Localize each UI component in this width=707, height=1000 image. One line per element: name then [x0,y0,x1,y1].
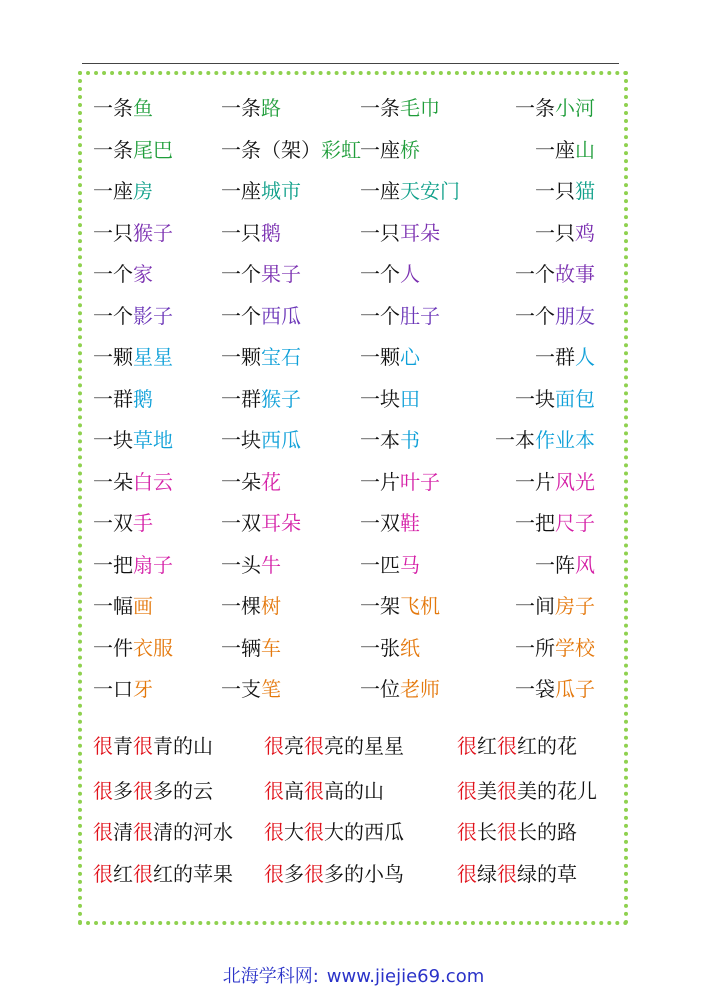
noun: 耳朵 [261,511,301,535]
measure-phrase [93,591,153,621]
hen-word: 很 [133,862,153,886]
hen-row [0,817,707,847]
measure-word: 一本 [360,428,400,452]
noun: 影子 [133,304,173,328]
measure-phrase [360,550,420,580]
noun: 鹅 [261,221,281,245]
measure-word: 一口 [93,677,133,701]
hen-word: 很 [264,862,284,886]
measure-word: 一袋 [515,677,555,701]
hen-word: 很 [304,862,324,886]
measure-phrase [535,176,595,206]
hen-word: 很 [264,734,284,758]
noun: 耳朵 [400,221,440,245]
hen-row [0,859,707,889]
measure-phrase [515,384,595,414]
measure-phrase [221,633,281,663]
measure-word: 一条 [515,96,555,120]
measure-phrase [93,467,173,497]
noun: 手 [133,511,153,535]
measure-phrase [221,342,301,372]
noun: 风 [575,553,595,577]
hen-phrase [264,859,404,889]
noun: 房 [133,179,153,203]
measure-row [0,384,707,414]
noun: 小河 [555,96,595,120]
measure-phrase [360,135,420,165]
measure-row [0,176,707,206]
measure-word: 一个 [515,304,555,328]
measure-word: 一把 [515,511,555,535]
hen-row [0,776,707,806]
measure-phrase [515,591,595,621]
measure-phrase [221,674,281,704]
hen-phrase [93,731,213,761]
hen-phrase [457,859,577,889]
measure-phrase [93,218,173,248]
hen-text: 青 [113,734,133,758]
measure-word: 一只 [221,221,261,245]
measure-phrase [221,301,301,331]
measure-phrase [360,467,440,497]
hen-word: 很 [133,734,153,758]
measure-word: 一颗 [221,345,261,369]
noun: 朋友 [555,304,595,328]
hen-phrase [457,817,577,847]
noun: 人 [575,345,595,369]
noun: 衣服 [133,636,173,660]
measure-word: 一个 [93,262,133,286]
measure-phrase [221,93,281,123]
measure-word: 一匹 [360,553,400,577]
measure-row [0,135,707,165]
top-rule [82,63,619,64]
hen-text: 美的花儿 [517,779,597,803]
measure-phrase [515,633,595,663]
measure-word: 一条 [221,96,261,120]
hen-phrase [457,776,597,806]
hen-phrase [93,776,213,806]
measure-phrase [360,508,420,538]
hen-text: 高 [284,779,304,803]
hen-phrase [457,731,577,761]
hen-word: 很 [497,779,517,803]
noun: 尾巴 [133,138,173,162]
measure-word: 一棵 [221,594,261,618]
hen-phrase [93,859,233,889]
measure-word: 一所 [515,636,555,660]
hen-text: 多 [113,779,133,803]
measure-word: 一条 [93,138,133,162]
hen-phrase [264,776,384,806]
measure-phrase [535,550,595,580]
measure-word: 一辆 [221,636,261,660]
noun: 果子 [261,262,301,286]
hen-row [0,731,707,761]
hen-word: 很 [497,734,517,758]
measure-row [0,633,707,663]
measure-phrase [360,259,420,289]
noun: 房子 [555,594,595,618]
measure-word: 一座 [535,138,575,162]
noun: 风光 [555,470,595,494]
noun: 扇子 [133,553,173,577]
measure-phrase [221,591,281,621]
noun: 作业本 [535,428,595,452]
measure-phrase [360,425,420,455]
measure-row [0,218,707,248]
measure-word: 一块 [515,387,555,411]
hen-text: 多的小鸟 [324,862,404,886]
measure-phrase [93,550,173,580]
measure-phrase [93,384,153,414]
measure-phrase [360,591,440,621]
measure-phrase [360,633,420,663]
hen-text: 高的山 [324,779,384,803]
measure-phrase [93,508,153,538]
measure-word: 一条（架） [221,138,321,162]
measure-phrase [360,218,440,248]
measure-row [0,674,707,704]
noun: 马 [400,553,420,577]
noun: 草地 [133,428,173,452]
hen-text: 大的西瓜 [324,820,404,844]
hen-text: 红 [113,862,133,886]
measure-phrase [495,425,595,455]
hen-text: 红的花 [517,734,577,758]
measure-word: 一片 [515,470,555,494]
hen-text: 绿 [477,862,497,886]
noun: 老师 [400,677,440,701]
hen-text: 亮 [284,734,304,758]
noun: 田 [400,387,420,411]
measure-word: 一架 [360,594,400,618]
measure-word: 一个 [221,262,261,286]
measure-phrase [93,93,153,123]
hen-word: 很 [93,862,113,886]
measure-word: 一座 [360,138,400,162]
measure-word: 一个 [360,262,400,286]
measure-word: 一只 [360,221,400,245]
measure-word: 一阵 [535,553,575,577]
measure-row [0,342,707,372]
hen-text: 多的云 [153,779,213,803]
measure-phrase [535,135,595,165]
hen-text: 青的山 [153,734,213,758]
measure-row [0,259,707,289]
measure-phrase [360,93,440,123]
measure-word: 一群 [93,387,133,411]
noun: 路 [261,96,281,120]
hen-word: 很 [497,820,517,844]
measure-phrase [221,384,301,414]
measure-word: 一颗 [93,345,133,369]
measure-phrase [535,218,595,248]
measure-word: 一个 [360,304,400,328]
noun: 鹅 [133,387,153,411]
measure-phrase [515,93,595,123]
hen-text: 亮的星星 [324,734,404,758]
noun: 人 [400,262,420,286]
hen-word: 很 [457,862,477,886]
hen-phrase [93,817,233,847]
noun: 白云 [133,470,173,494]
measure-word: 一群 [221,387,261,411]
hen-phrase [264,817,404,847]
measure-word: 一双 [360,511,400,535]
measure-phrase [93,342,173,372]
measure-word: 一块 [221,428,261,452]
noun: 心 [400,345,420,369]
noun: 家 [133,262,153,286]
measure-word: 一条 [93,96,133,120]
hen-text: 多 [284,862,304,886]
measure-word: 一间 [515,594,555,618]
footer [0,964,707,990]
measure-word: 一个 [515,262,555,286]
measure-phrase [515,508,595,538]
measure-word: 一只 [535,179,575,203]
noun: 山 [575,138,595,162]
measure-phrase [221,218,281,248]
measure-word: 一支 [221,677,261,701]
measure-word: 一块 [360,387,400,411]
noun: 面包 [555,387,595,411]
measure-word: 一双 [93,511,133,535]
measure-word: 一件 [93,636,133,660]
measure-word: 一只 [93,221,133,245]
measure-word: 一个 [221,304,261,328]
measure-word: 一座 [221,179,261,203]
measure-word: 一块 [93,428,133,452]
measure-phrase [221,135,361,165]
measure-row [0,550,707,580]
noun: 牛 [261,553,281,577]
measure-phrase [221,467,281,497]
measure-phrase [515,467,595,497]
hen-text: 长的路 [517,820,577,844]
hen-word: 很 [133,820,153,844]
noun: 西瓜 [261,428,301,452]
measure-phrase [221,508,301,538]
footer-label: 北海学科网: [222,966,319,987]
measure-row [0,93,707,123]
hen-word: 很 [93,820,113,844]
hen-word: 很 [497,862,517,886]
noun: 纸 [400,636,420,660]
noun: 树 [261,594,281,618]
noun: 故事 [555,262,595,286]
measure-phrase [93,176,153,206]
noun: 猴子 [261,387,301,411]
measure-word: 一张 [360,636,400,660]
noun: 车 [261,636,281,660]
noun: 牙 [133,677,153,701]
measure-phrase [93,301,173,331]
measure-phrase [93,674,153,704]
measure-word: 一幅 [93,594,133,618]
measure-word: 一把 [93,553,133,577]
noun: 笔 [261,677,281,701]
noun: 肚子 [400,304,440,328]
measure-row [0,425,707,455]
measure-phrase [515,301,595,331]
measure-word: 一朵 [221,470,261,494]
noun: 彩虹 [321,138,361,162]
measure-phrase [515,674,595,704]
noun: 猴子 [133,221,173,245]
measure-word: 一个 [93,304,133,328]
noun: 星星 [133,345,173,369]
hen-text: 大 [284,820,304,844]
measure-word: 一头 [221,553,261,577]
measure-phrase [93,135,173,165]
hen-text: 清 [113,820,133,844]
hen-word: 很 [264,779,284,803]
hen-word: 很 [457,734,477,758]
measure-word: 一条 [360,96,400,120]
noun: 书 [400,428,420,452]
measure-word: 一本 [495,428,535,452]
footer-url[interactable]: www.jiejie69.com [326,966,485,987]
noun: 毛巾 [400,96,440,120]
measure-row [0,301,707,331]
noun: 瓜子 [555,677,595,701]
hen-text: 清的河水 [153,820,233,844]
measure-phrase [221,259,301,289]
measure-word: 一群 [535,345,575,369]
measure-phrase [535,342,595,372]
measure-word: 一座 [93,179,133,203]
noun: 画 [133,594,153,618]
hen-text: 长 [477,820,497,844]
noun: 天安门 [400,179,460,203]
hen-text: 红 [477,734,497,758]
noun: 鞋 [400,511,420,535]
measure-phrase [515,259,595,289]
measure-word: 一朵 [93,470,133,494]
noun: 学校 [555,636,595,660]
hen-word: 很 [304,779,324,803]
measure-phrase [221,425,301,455]
measure-phrase [93,259,153,289]
hen-phrase [264,731,404,761]
noun: 西瓜 [261,304,301,328]
hen-word: 很 [133,779,153,803]
measure-phrase [360,301,440,331]
hen-word: 很 [264,820,284,844]
measure-phrase [360,674,440,704]
measure-row [0,591,707,621]
measure-word: 一只 [535,221,575,245]
measure-phrase [360,384,420,414]
noun: 叶子 [400,470,440,494]
measure-phrase [93,633,173,663]
hen-word: 很 [304,734,324,758]
hen-text: 绿的草 [517,862,577,886]
measure-word: 一双 [221,511,261,535]
measure-row [0,508,707,538]
noun: 猫 [575,179,595,203]
measure-phrase [93,425,173,455]
noun: 鸡 [575,221,595,245]
measure-row [0,467,707,497]
measure-phrase [360,176,460,206]
measure-word: 一座 [360,179,400,203]
noun: 宝石 [261,345,301,369]
hen-text: 美 [477,779,497,803]
hen-word: 很 [457,820,477,844]
measure-word: 一颗 [360,345,400,369]
measure-phrase [360,342,420,372]
hen-word: 很 [93,734,113,758]
noun: 桥 [400,138,420,162]
measure-phrase [221,176,301,206]
measure-phrase [221,550,281,580]
hen-word: 很 [304,820,324,844]
hen-text: 红的苹果 [153,862,233,886]
noun: 花 [261,470,281,494]
measure-word: 一位 [360,677,400,701]
noun: 飞机 [400,594,440,618]
measure-word: 一片 [360,470,400,494]
hen-word: 很 [93,779,113,803]
hen-word: 很 [457,779,477,803]
noun: 尺子 [555,511,595,535]
noun: 鱼 [133,96,153,120]
noun: 城市 [261,179,301,203]
